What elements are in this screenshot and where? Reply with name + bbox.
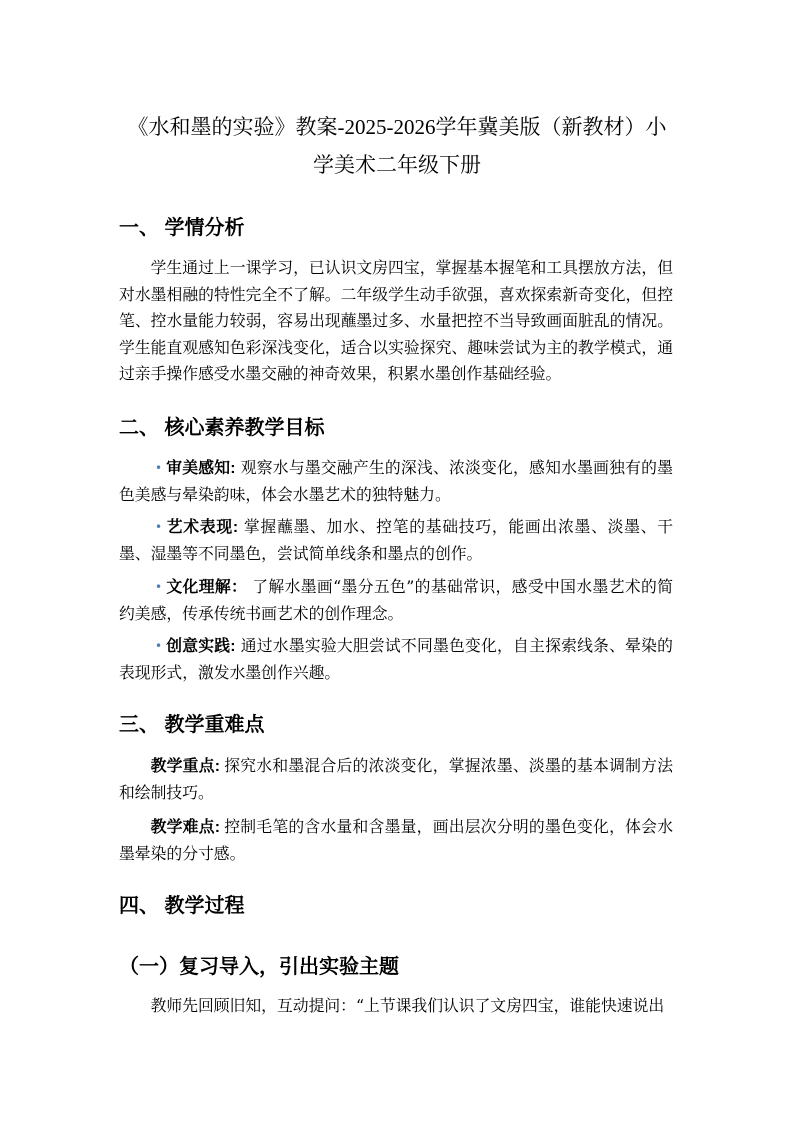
objective-text: 观察水与墨交融产生的深浅、浓淡变化，感知水墨画独有的墨色美感与晕染韵味，体会水墨艺术的独特魅力。 — [119, 458, 673, 504]
document-title-line-2: 学美术二年级下册 — [313, 153, 481, 177]
objective-label: 艺术表现: — [166, 519, 239, 537]
list-item — [119, 633, 673, 686]
list-item — [119, 455, 673, 508]
section-heading-teaching-process: 四、 教学过程 — [119, 895, 245, 917]
key-points-list — [119, 753, 673, 875]
document-title-line-1: 《水和墨的实验》教案-2025-2026学年冀美版（新教材）小 — [127, 115, 667, 139]
section-heading-core-objectives: 二、 核心素养教学目标 — [119, 417, 325, 439]
document-title — [97, 108, 697, 184]
learner-analysis-paragraph: 学生通过上一课学习，已认识文房四宝，掌握基本握笔和工具摆放方法，但对水墨相融的特性完全不了解。二年级学生动手欲强，喜欢探索新奇变化，但控笔、控水量能力较弱，容易出现蘸墨过多、水量把控不当导致画面脏乱的情况。学生能直观感知色彩深浅变化，适合以实验探究、趣味尝试为主的教学模式，通过亲手操作感受水墨交融的神奇效果，积累水墨创作基础经验。 — [119, 258, 673, 383]
section-heading-key-difficulties: 三、 教学重难点 — [119, 714, 265, 736]
bullet-icon: • — [155, 461, 163, 475]
bullet-icon: • — [155, 638, 163, 653]
objectives-list — [119, 455, 673, 692]
bullet-icon: • — [155, 520, 163, 535]
subsection-heading-review-intro: （一）复习导入，引出实验主题 — [119, 956, 399, 978]
review-intro-paragraph: 教师先回顾旧知，互动提问：“上节课我们认识了文房四宝，谁能快速说出 — [150, 996, 665, 1015]
key-point-text: 探究水和墨混合后的浓淡变化，掌握浓墨、淡墨的基本调制方法和绘制技巧。 — [119, 756, 673, 802]
list-item — [119, 574, 673, 627]
objective-label: 审美感知: — [166, 460, 236, 477]
bullet-icon: • — [155, 579, 163, 594]
objective-text: 通过水墨实验大胆尝试不同墨色变化，自主探索线条、晕染的表现形式，激发水墨创作兴趣。 — [119, 635, 673, 682]
list-item — [119, 514, 673, 567]
difficulty-label: 教学难点: — [150, 819, 220, 836]
section-heading-learner-analysis: 一、 学情分析 — [119, 217, 245, 239]
key-point-item — [119, 753, 673, 806]
key-point-label: 教学重点: — [150, 758, 220, 775]
difficulty-text: 控制毛笔的含水量和含墨量，画出层次分明的墨色变化，体会水墨晕染的分寸感。 — [119, 817, 673, 863]
objective-label: 创意实践: — [166, 637, 236, 655]
difficulty-item — [119, 814, 673, 867]
objective-text: 了解水墨画“墨分五色”的基础常识，感受中国水墨艺术的简约美感，传承传统书画艺术的创作理念。 — [119, 576, 673, 623]
objective-text: 掌握蘸墨、加水、控笔的基础技巧，能画出浓墨、淡墨、干墨、湿墨等不同墨色，尝试简单线条和墨点的创作。 — [119, 517, 673, 564]
objective-label: 文化理解： — [166, 578, 248, 596]
